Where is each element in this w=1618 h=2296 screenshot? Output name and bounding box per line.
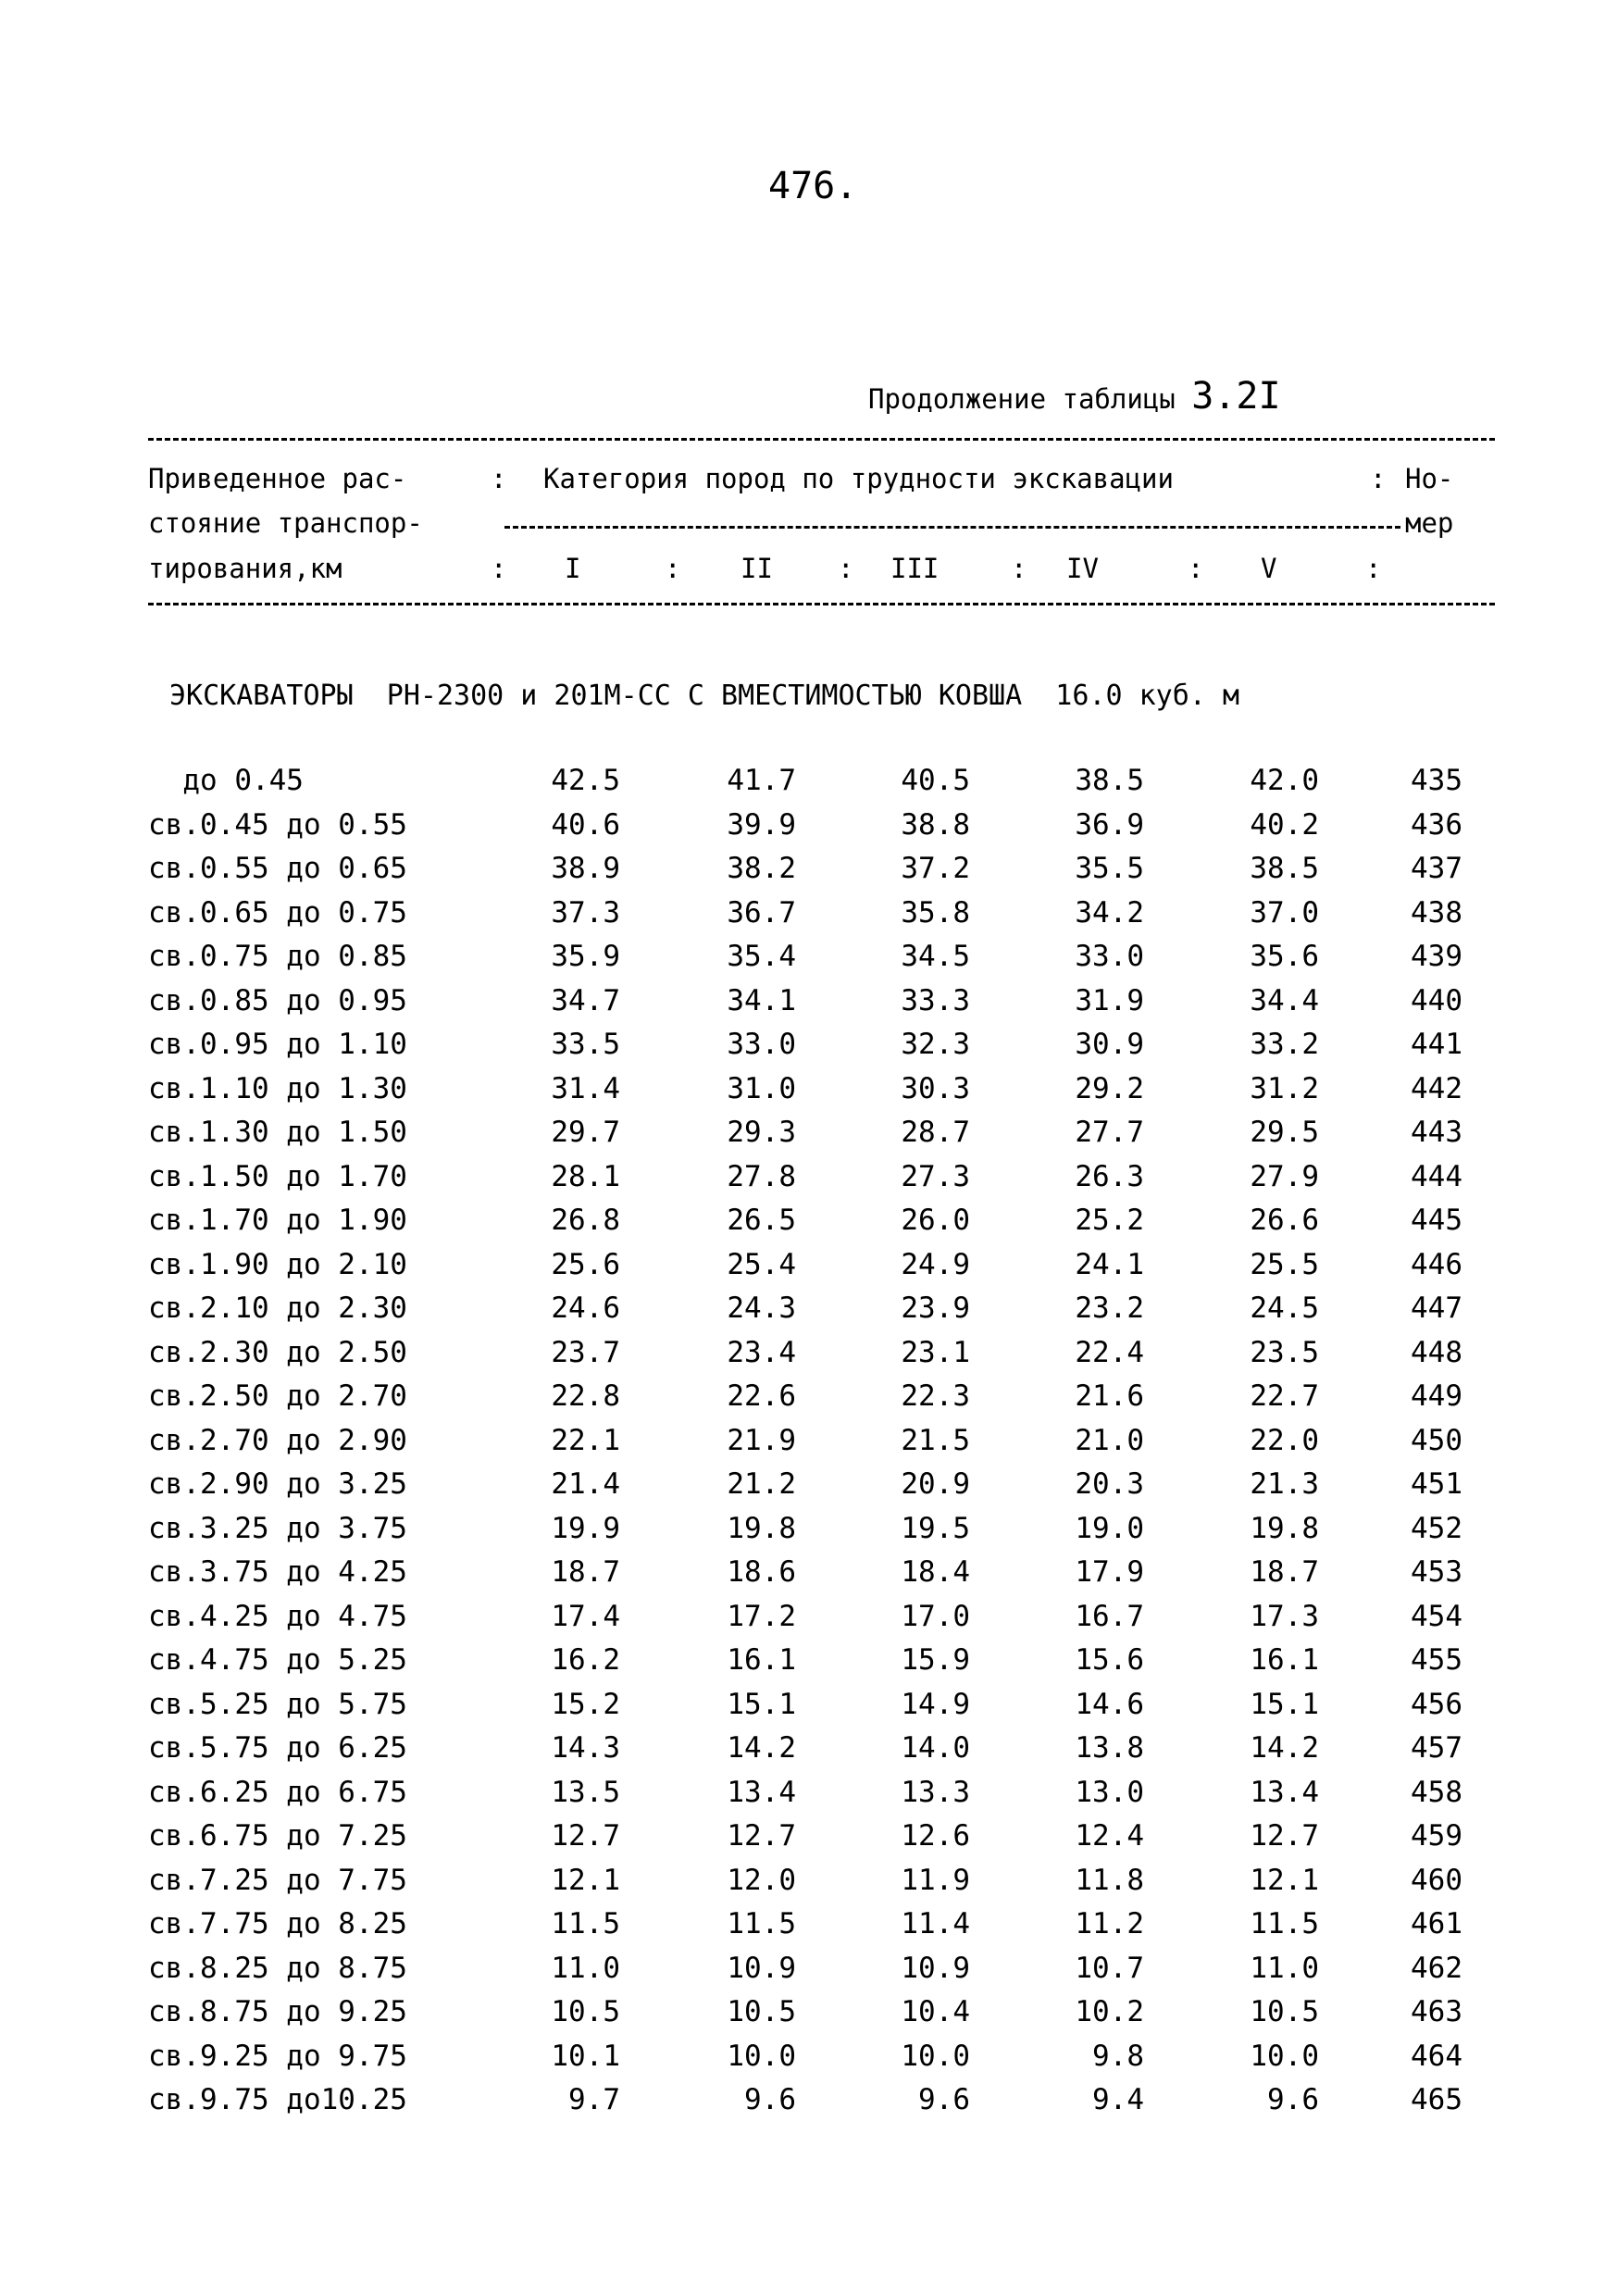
number-cell: 464 [1411,2039,1462,2073]
value-cell-category-5: 12.7 [1250,1819,1319,1853]
distance-cell: св.0.45 до 0.55 [148,807,407,842]
value-cell-category-1: 13.5 [551,1775,620,1809]
distance-cell: св.1.10 до 1.30 [148,1071,407,1105]
header-number-line1: Но- [1405,463,1454,494]
value-cell-category-5: 9.6 [1267,2083,1319,2116]
number-cell: 448 [1411,1335,1462,1369]
table-row [0,1688,1618,1732]
value-cell-category-5: 12.1 [1250,1863,1319,1897]
value-cell-category-4: 26.3 [1075,1159,1144,1193]
number-cell: 461 [1411,1907,1462,1940]
number-cell: 463 [1411,1995,1462,2028]
table-row [0,764,1618,808]
number-cell: 441 [1411,1028,1462,1061]
value-cell-category-5: 15.1 [1250,1687,1319,1721]
distance-cell: св.7.75 до 8.25 [148,1907,407,1940]
value-cell-category-5: 37.0 [1250,895,1319,930]
value-cell-category-2: 12.7 [727,1819,796,1853]
value-cell-category-3: 33.3 [901,983,970,1017]
table-row [0,1160,1618,1204]
value-cell-category-2: 38.2 [727,852,796,885]
top-rule [148,438,1495,441]
value-cell-category-4: 21.0 [1075,1423,1144,1457]
continuation-label: Продолжение таблицы [868,383,1176,415]
value-cell-category-5: 29.5 [1250,1116,1319,1149]
value-cell-category-4: 23.2 [1075,1292,1144,1325]
value-cell-category-3: 26.0 [901,1204,970,1237]
header-category-1: I [565,553,581,584]
value-cell-category-2: 12.0 [727,1863,796,1897]
table-row [0,2040,1618,2084]
number-cell: 450 [1411,1423,1462,1457]
value-cell-category-5: 42.0 [1250,764,1319,797]
number-cell: 447 [1411,1292,1462,1325]
distance-cell: св.2.70 до 2.90 [148,1423,407,1457]
value-cell-category-4: 11.8 [1075,1863,1144,1897]
header-number-line2: мер [1405,507,1454,539]
value-cell-category-2: 10.9 [727,1951,796,1985]
value-cell-category-5: 33.2 [1250,1028,1319,1061]
value-cell-category-1: 17.4 [551,1599,620,1633]
value-cell-category-5: 31.2 [1250,1071,1319,1105]
value-cell-category-5: 38.5 [1250,852,1319,885]
value-cell-category-4: 21.6 [1075,1379,1144,1413]
header-bottom-rule [148,603,1495,605]
value-cell-category-5: 22.0 [1250,1423,1319,1457]
value-cell-category-3: 38.8 [901,807,970,842]
value-cell-category-2: 36.7 [727,895,796,930]
value-cell-category-3: 19.5 [901,1511,970,1545]
value-cell-category-4: 9.8 [1092,2039,1144,2073]
value-cell-category-5: 25.5 [1250,1247,1319,1281]
value-cell-category-2: 22.6 [727,1379,796,1413]
number-cell: 456 [1411,1687,1462,1721]
value-cell-category-2: 19.8 [727,1511,796,1545]
value-cell-category-2: 15.1 [727,1687,796,1721]
value-cell-category-4: 15.6 [1075,1643,1144,1677]
value-cell-category-1: 10.1 [551,2039,620,2073]
table-row [0,1643,1618,1688]
value-cell-category-1: 37.3 [551,895,620,930]
distance-cell: св.0.75 до 0.85 [148,940,407,973]
value-cell-category-4: 19.0 [1075,1511,1144,1545]
value-cell-category-4: 33.0 [1075,940,1144,973]
value-cell-category-2: 10.0 [727,2039,796,2073]
number-cell: 460 [1411,1863,1462,1897]
value-cell-category-4: 34.2 [1075,895,1144,930]
value-cell-category-2: 35.4 [727,940,796,973]
value-cell-category-1: 24.6 [551,1292,620,1325]
value-cell-category-1: 33.5 [551,1028,620,1061]
distance-cell: св.4.25 до 4.75 [148,1599,407,1633]
value-cell-category-3: 30.3 [901,1071,970,1105]
value-cell-category-2: 24.3 [727,1292,796,1325]
value-cell-category-4: 9.4 [1092,2083,1144,2116]
distance-cell: св.0.55 до 0.65 [148,852,407,885]
value-cell-category-3: 14.0 [901,1731,970,1765]
value-cell-category-3: 14.9 [901,1687,970,1721]
number-cell: 452 [1411,1511,1462,1545]
table-row [0,1379,1618,1424]
value-cell-category-4: 10.2 [1075,1995,1144,2028]
table-row [0,1952,1618,1996]
header-separator: : [1188,553,1204,584]
header-separator: : [1365,553,1382,584]
value-cell-category-3: 9.6 [918,2083,970,2116]
value-cell-category-2: 18.6 [727,1555,796,1589]
value-cell-category-4: 31.9 [1075,983,1144,1017]
value-cell-category-2: 17.2 [727,1599,796,1633]
value-cell-category-2: 16.1 [727,1643,796,1677]
header-separator: : [665,553,681,584]
value-cell-category-5: 23.5 [1250,1335,1319,1369]
header-separator: : [838,553,854,584]
value-cell-category-1: 31.4 [551,1071,620,1105]
value-cell-category-3: 34.5 [901,940,970,973]
distance-cell: св.5.25 до 5.75 [148,1687,407,1721]
value-cell-category-1: 12.1 [551,1863,620,1897]
table-row [0,1731,1618,1776]
value-cell-category-5: 40.2 [1250,807,1319,842]
value-cell-category-4: 16.7 [1075,1599,1144,1633]
value-cell-category-2: 14.2 [727,1731,796,1765]
number-cell: 446 [1411,1247,1462,1281]
value-cell-category-3: 17.0 [901,1599,970,1633]
value-cell-category-4: 36.9 [1075,807,1144,842]
value-cell-category-3: 23.9 [901,1292,970,1325]
page-number: 476. [768,165,858,207]
value-cell-category-4: 35.5 [1075,852,1144,885]
distance-cell: св.9.25 до 9.75 [148,2039,407,2073]
value-cell-category-5: 22.7 [1250,1379,1319,1413]
header-distance-line2: стояние транспор- [148,507,423,539]
header-separator: : [1011,553,1027,584]
value-cell-category-4: 29.2 [1075,1071,1144,1105]
value-cell-category-3: 15.9 [901,1643,970,1677]
number-cell: 449 [1411,1379,1462,1413]
value-cell-category-4: 25.2 [1075,1204,1144,1237]
value-cell-category-2: 10.5 [727,1995,796,2028]
value-cell-category-4: 12.4 [1075,1819,1144,1853]
value-cell-category-5: 19.8 [1250,1511,1319,1545]
value-cell-category-5: 34.4 [1250,983,1319,1017]
value-cell-category-2: 23.4 [727,1335,796,1369]
value-cell-category-4: 24.1 [1075,1247,1144,1281]
number-cell: 437 [1411,852,1462,885]
value-cell-category-3: 21.5 [901,1423,970,1457]
number-cell: 453 [1411,1555,1462,1589]
value-cell-category-3: 32.3 [901,1028,970,1061]
value-cell-category-4: 11.2 [1075,1907,1144,1940]
value-cell-category-2: 39.9 [727,807,796,842]
value-cell-category-4: 22.4 [1075,1335,1144,1369]
value-cell-category-1: 25.6 [551,1247,620,1281]
value-cell-category-1: 22.1 [551,1423,620,1457]
value-cell-category-1: 19.9 [551,1511,620,1545]
value-cell-category-1: 28.1 [551,1159,620,1193]
table-row [0,1819,1618,1864]
value-cell-category-1: 10.5 [551,1995,620,2028]
value-cell-category-1: 26.8 [551,1204,620,1237]
distance-cell: св.4.75 до 5.25 [148,1643,407,1677]
table-row [0,1292,1618,1336]
distance-cell: до 0.45 [148,764,304,797]
value-cell-category-1: 21.4 [551,1467,620,1501]
value-cell-category-1: 12.7 [551,1819,620,1853]
header-separator: : [491,463,507,494]
table-row [0,940,1618,984]
value-cell-category-5: 18.7 [1250,1555,1319,1589]
number-cell: 440 [1411,983,1462,1017]
distance-cell: св.2.30 до 2.50 [148,1335,407,1369]
value-cell-category-3: 11.4 [901,1907,970,1940]
value-cell-category-1: 11.5 [551,1907,620,1940]
distance-cell: св.3.75 до 4.25 [148,1555,407,1589]
distance-cell: св.1.90 до 2.10 [148,1247,407,1281]
value-cell-category-5: 10.0 [1250,2039,1319,2073]
number-cell: 462 [1411,1951,1462,1985]
distance-cell: св.2.10 до 2.30 [148,1292,407,1325]
number-cell: 454 [1411,1599,1462,1633]
value-cell-category-3: 12.6 [901,1819,970,1853]
value-cell-category-3: 22.3 [901,1379,970,1413]
data-table [0,764,1618,2128]
value-cell-category-1: 11.0 [551,1951,620,1985]
value-cell-category-2: 21.9 [727,1423,796,1457]
value-cell-category-5: 13.4 [1250,1775,1319,1809]
number-cell: 458 [1411,1775,1462,1809]
distance-cell: св.1.50 до 1.70 [148,1159,407,1193]
value-cell-category-2: 21.2 [727,1467,796,1501]
value-cell-category-1: 35.9 [551,940,620,973]
number-cell: 455 [1411,1643,1462,1677]
value-cell-category-3: 40.5 [901,764,970,797]
value-cell-category-2: 27.8 [727,1159,796,1193]
value-cell-category-2: 26.5 [727,1204,796,1237]
value-cell-category-4: 38.5 [1075,764,1144,797]
distance-cell: св.5.75 до 6.25 [148,1731,407,1765]
value-cell-category-1: 40.6 [551,807,620,842]
value-cell-category-5: 14.2 [1250,1731,1319,1765]
table-row [0,1336,1618,1380]
value-cell-category-3: 10.9 [901,1951,970,1985]
value-cell-category-1: 18.7 [551,1555,620,1589]
value-cell-category-5: 16.1 [1250,1643,1319,1677]
value-cell-category-3: 20.9 [901,1467,970,1501]
distance-cell: св.3.25 до 3.75 [148,1511,407,1545]
value-cell-category-4: 17.9 [1075,1555,1144,1589]
distance-cell: св.1.70 до 1.90 [148,1204,407,1237]
number-cell: 459 [1411,1819,1462,1853]
value-cell-category-4: 30.9 [1075,1028,1144,1061]
value-cell-category-2: 13.4 [727,1775,796,1809]
value-cell-category-3: 35.8 [901,895,970,930]
value-cell-category-1: 34.7 [551,983,620,1017]
value-cell-category-2: 41.7 [727,764,796,797]
table-row [0,1776,1618,1820]
value-cell-category-4: 13.8 [1075,1731,1144,1765]
header-mid-rule [504,526,1400,529]
distance-cell: св.9.75 до10.25 [148,2083,407,2116]
number-cell: 442 [1411,1071,1462,1105]
value-cell-category-1: 14.3 [551,1731,620,1765]
value-cell-category-3: 28.7 [901,1116,970,1149]
value-cell-category-1: 16.2 [551,1643,620,1677]
table-row [0,1600,1618,1644]
value-cell-category-5: 26.6 [1250,1204,1319,1237]
value-cell-category-5: 27.9 [1250,1159,1319,1193]
value-cell-category-5: 21.3 [1250,1467,1319,1501]
value-cell-category-3: 37.2 [901,852,970,885]
value-cell-category-5: 17.3 [1250,1599,1319,1633]
table-row [0,1512,1618,1556]
distance-cell: св.2.50 до 2.70 [148,1379,407,1413]
value-cell-category-3: 18.4 [901,1555,970,1589]
table-row [0,896,1618,941]
value-cell-category-2: 29.3 [727,1116,796,1149]
table-row [0,1907,1618,1952]
number-cell: 438 [1411,895,1462,930]
table-row [0,984,1618,1029]
distance-cell: св.0.85 до 0.95 [148,983,407,1017]
table-row [0,852,1618,896]
header-category-2: II [741,553,773,584]
number-cell: 457 [1411,1731,1462,1765]
value-cell-category-4: 20.3 [1075,1467,1144,1501]
number-cell: 445 [1411,1204,1462,1237]
table-row [0,1072,1618,1117]
number-cell: 439 [1411,940,1462,973]
value-cell-category-3: 11.9 [901,1863,970,1897]
distance-cell: св.1.30 до 1.50 [148,1116,407,1149]
value-cell-category-2: 34.1 [727,983,796,1017]
value-cell-category-4: 10.7 [1075,1951,1144,1985]
table-row [0,1424,1618,1468]
value-cell-category-4: 14.6 [1075,1687,1144,1721]
value-cell-category-5: 24.5 [1250,1292,1319,1325]
value-cell-category-1: 38.9 [551,852,620,885]
distance-cell: св.8.25 до 8.75 [148,1951,407,1985]
value-cell-category-4: 27.7 [1075,1116,1144,1149]
header-category-title: Категория пород по трудности экскавации [543,463,1174,494]
distance-cell: св.0.65 до 0.75 [148,895,407,930]
header-category-4: IV [1066,553,1099,584]
header-category-5: V [1261,553,1277,584]
table-number: 3.2I [1191,375,1281,418]
value-cell-category-3: 27.3 [901,1159,970,1193]
value-cell-category-3: 10.4 [901,1995,970,2028]
value-cell-category-1: 9.7 [568,2083,620,2116]
table-row [0,1555,1618,1600]
value-cell-category-3: 10.0 [901,2039,970,2073]
section-title: ЭКСКАВАТОРЫ РН-2300 и 201М-СС С ВМЕСТИМОСТЬЮ КОВША 16.0 куб. м [169,680,1239,712]
header-separator: : [1370,463,1387,494]
number-cell: 451 [1411,1467,1462,1501]
table-row [0,1028,1618,1072]
table-row [0,1204,1618,1248]
value-cell-category-3: 24.9 [901,1247,970,1281]
value-cell-category-5: 35.6 [1250,940,1319,973]
value-cell-category-1: 15.2 [551,1687,620,1721]
table-row [0,1864,1618,1908]
number-cell: 435 [1411,764,1462,797]
header-category-3: III [890,553,940,584]
value-cell-category-1: 42.5 [551,764,620,797]
value-cell-category-2: 25.4 [727,1247,796,1281]
table-row [0,1467,1618,1512]
value-cell-category-2: 33.0 [727,1028,796,1061]
value-cell-category-3: 23.1 [901,1335,970,1369]
number-cell: 444 [1411,1159,1462,1193]
header-distance-line3: тирования,км [148,553,342,584]
number-cell: 443 [1411,1116,1462,1149]
distance-cell: св.0.95 до 1.10 [148,1028,407,1061]
table-row [0,1248,1618,1292]
value-cell-category-2: 11.5 [727,1907,796,1940]
value-cell-category-2: 9.6 [744,2083,796,2116]
value-cell-category-1: 22.8 [551,1379,620,1413]
header-distance-line1: Приведенное рас- [148,463,407,494]
distance-cell: св.6.25 до 6.75 [148,1775,407,1809]
value-cell-category-1: 29.7 [551,1116,620,1149]
table-row [0,808,1618,853]
table-row [0,2083,1618,2128]
distance-cell: св.2.90 до 3.25 [148,1467,407,1501]
continuation-caption [868,375,1281,418]
distance-cell: св.7.25 до 7.75 [148,1863,407,1897]
value-cell-category-1: 23.7 [551,1335,620,1369]
value-cell-category-5: 11.5 [1250,1907,1319,1940]
value-cell-category-4: 13.0 [1075,1775,1144,1809]
table-row [0,1116,1618,1160]
distance-cell: св.6.75 до 7.25 [148,1819,407,1853]
value-cell-category-2: 31.0 [727,1071,796,1105]
number-cell: 436 [1411,807,1462,842]
value-cell-category-5: 11.0 [1250,1951,1319,1985]
value-cell-category-5: 10.5 [1250,1995,1319,2028]
header-separator: : [491,553,507,584]
number-cell: 465 [1411,2083,1462,2116]
value-cell-category-3: 13.3 [901,1775,970,1809]
table-row [0,1995,1618,2040]
distance-cell: св.8.75 до 9.25 [148,1995,407,2028]
